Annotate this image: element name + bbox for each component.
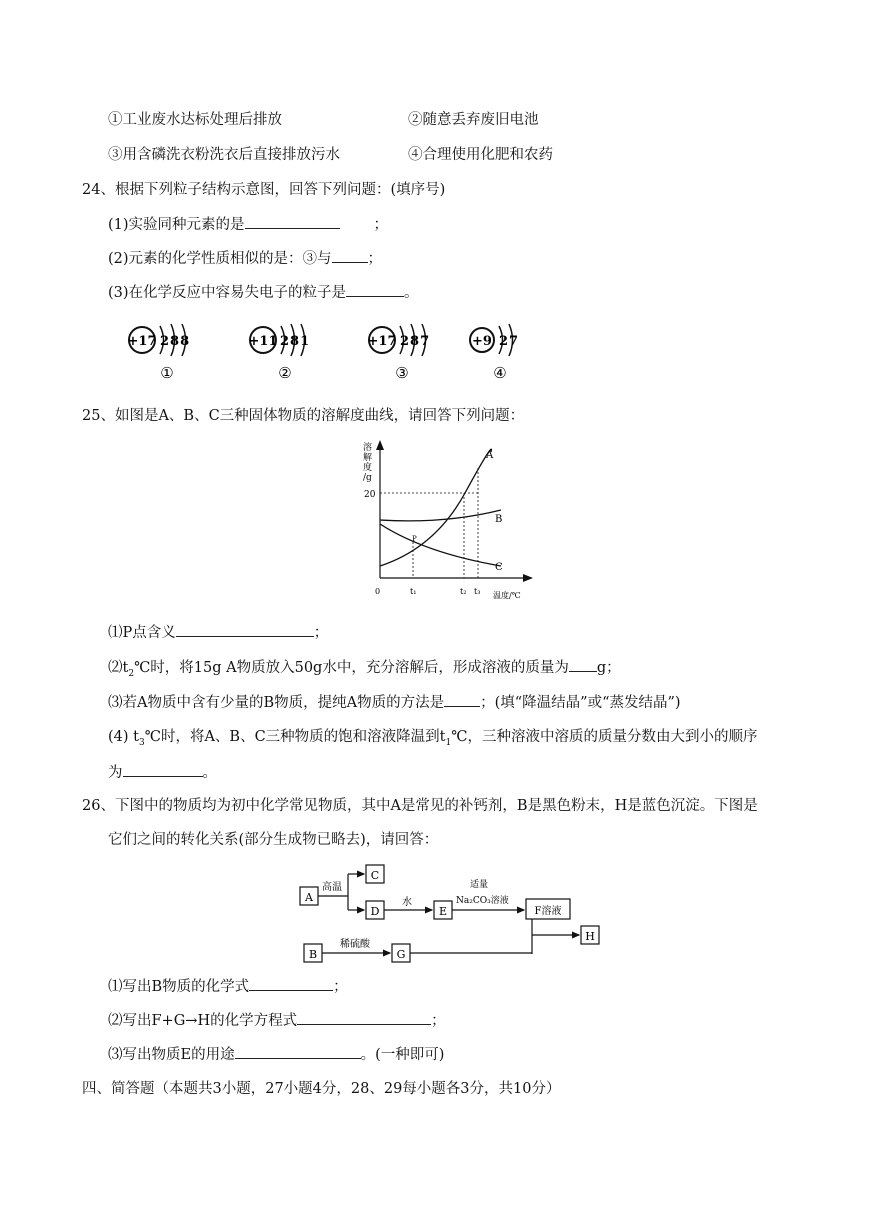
svg-text:+17: +17 <box>127 334 157 349</box>
svg-text:+11: +11 <box>248 334 278 349</box>
svg-text:Na₂CO₃溶液: Na₂CO₃溶液 <box>456 896 509 906</box>
origin-label: 0 <box>375 587 381 596</box>
svg-text:④: ④ <box>493 364 507 382</box>
svg-text:C: C <box>370 869 380 882</box>
svg-text:H: H <box>585 930 595 943</box>
curve-a-label: A <box>486 450 494 461</box>
q23-option-4: ④合理使用化肥和农药 <box>408 147 553 163</box>
q26-stem-line1: 26、下图中的物质均为初中化学常见物质，其中A是常见的补钙剂，B是黑色粉末，H是蓝色沉淀。下图是 <box>82 798 758 814</box>
y-tick-20: 20 <box>364 490 376 500</box>
point-p-label: P <box>412 535 417 543</box>
atom-1 <box>128 324 191 382</box>
section-4-heading: 四、简答题（本题共3小题，27小题4分，28、29每小题各3分，共10分） <box>82 1081 561 1097</box>
svg-text:解: 解 <box>363 453 373 463</box>
svg-text:高温: 高温 <box>322 882 342 893</box>
curve-a <box>380 449 491 566</box>
y-axis-label: 溶 <box>363 443 373 453</box>
q26-part3: ⑶写出物质E的用途 。(一种即可) <box>108 1044 444 1065</box>
answer-blank[interactable] <box>245 214 340 229</box>
svg-text:度: 度 <box>363 463 373 473</box>
answer-blank[interactable] <box>249 976 333 991</box>
svg-text:水: 水 <box>402 897 412 908</box>
svg-text:F溶液: F溶液 <box>534 906 562 917</box>
svg-text:+17: +17 <box>367 334 397 349</box>
svg-text:/g: /g <box>363 473 372 483</box>
svg-text:288: 288 <box>160 334 191 349</box>
curve-c <box>380 524 501 566</box>
q25-part4: (4) $t_3℃$时，将A、B、C三种物质的饱和溶液降温到$t_1℃$，三种溶液中溶质的质量分数由大到小的顺序 <box>108 729 758 748</box>
svg-text:B: B <box>308 948 318 961</box>
curve-b-label: B <box>495 514 503 525</box>
svg-text:287: 287 <box>400 334 431 349</box>
answer-blank[interactable] <box>346 282 404 297</box>
answer-blank[interactable] <box>235 1044 361 1059</box>
q24-part2: (2)元素的化学性质相似的是：③与 ； <box>108 248 382 269</box>
curve-c-label: C <box>495 562 503 573</box>
solubility-curve-graph <box>355 438 540 603</box>
svg-text:+9: +9 <box>472 334 492 349</box>
svg-text:D: D <box>370 905 380 918</box>
svg-text:②: ② <box>278 364 292 382</box>
q24-stem: 24、根据下列粒子结构示意图，回答下列问题：(填序号) <box>82 182 446 198</box>
svg-text:①: ① <box>160 364 174 382</box>
svg-text:G: G <box>396 948 406 961</box>
svg-text:281: 281 <box>280 334 311 349</box>
svg-text:27: 27 <box>499 334 520 349</box>
svg-text:③: ③ <box>395 364 409 382</box>
svg-text:E: E <box>438 905 448 918</box>
q26-part2: ⑵写出F+G→H的化学方程式 ； <box>108 1010 446 1031</box>
atom-4 <box>470 324 519 382</box>
answer-blank[interactable] <box>332 248 368 263</box>
answer-blank[interactable] <box>297 1010 431 1025</box>
q25-part2: $⑵t_2℃$时，将15g A物质放入50g水中，充分溶解后，形成溶液的质量为 g； <box>108 657 621 684</box>
q23-option-1: ①工业废水达标处理后排放 <box>108 112 282 128</box>
atom-2 <box>249 324 311 382</box>
q23-option-2: ②随意丢弃废旧电池 <box>408 112 539 128</box>
atom-3 <box>368 324 431 382</box>
q25-part1: ⑴P点含义 ； <box>108 622 328 643</box>
q25-stem: 25、如图是A、B、C三种固体物质的溶解度曲线，请回答下列问题： <box>82 408 525 424</box>
conversion-flowchart <box>296 860 606 970</box>
atom-structure-diagrams <box>120 318 520 388</box>
svg-text:稀硫酸: 稀硫酸 <box>340 939 370 950</box>
x-tick-t1: t₁ <box>410 587 417 596</box>
x-axis-label: 温度/℃ <box>493 591 521 600</box>
x-tick-t3: t₃ <box>474 587 481 596</box>
answer-blank[interactable] <box>569 657 597 672</box>
q26-stem-line2: 它们之间的转化关系(部分生成物已略去)，请回答： <box>108 832 439 848</box>
answer-blank[interactable] <box>123 762 203 777</box>
q25-part4-line2: 为 。 <box>108 762 217 783</box>
q24-part3: (3)在化学反应中容易失电子的粒子是 。 <box>108 282 419 303</box>
x-tick-t2: t₂ <box>460 587 467 596</box>
q25-part3: ⑶若A物质中含有少量的B物质，提纯A物质的方法是 ；(填“降温结晶”或“蒸发结晶”) <box>108 692 681 713</box>
q24-part1: (1)实验同种元素的是 ； <box>108 214 388 235</box>
q23-option-3: ③用含磷洗衣粉洗衣后直接排放污水 <box>108 147 340 163</box>
curve-b <box>380 510 501 521</box>
answer-blank[interactable] <box>176 622 314 637</box>
q26-part1: ⑴写出B物质的化学式 ； <box>108 976 348 997</box>
svg-text:A: A <box>305 891 313 904</box>
answer-blank[interactable] <box>444 692 480 707</box>
svg-text:适量: 适量 <box>470 880 489 890</box>
